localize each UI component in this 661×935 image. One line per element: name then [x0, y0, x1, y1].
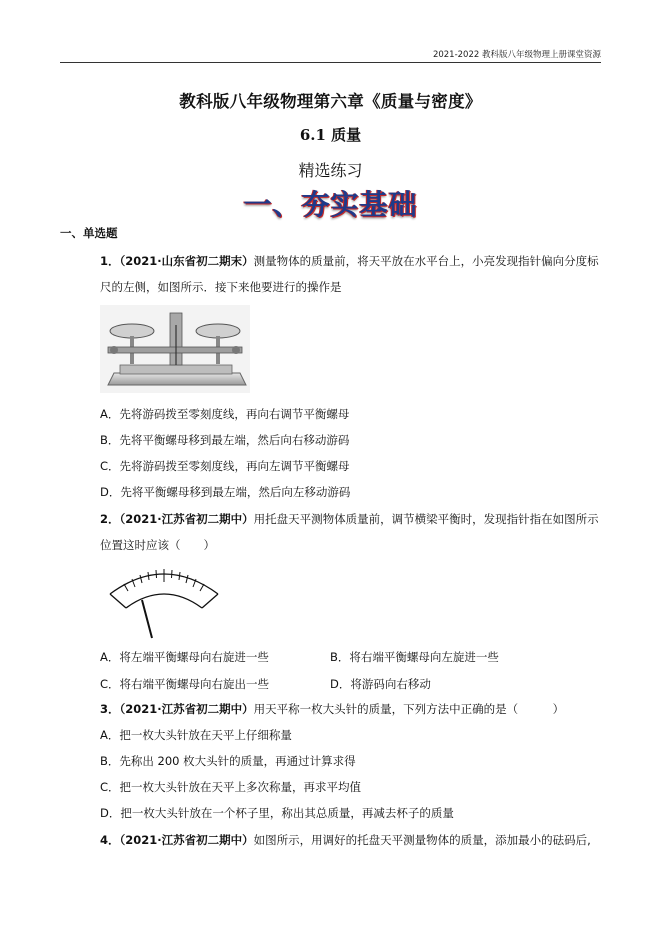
q3-source: （2021·江苏省初二期中） [119, 702, 254, 716]
q1-option-c: C．先将游码拨至零刻度线，再向左调节平衡螺母 [100, 459, 350, 473]
q3-option-b: B．先称出 200 枚大头针的质量，再通过计算求得 [100, 754, 356, 768]
q1-option-d: D．先将平衡螺母移到最左端，然后向左移动游码 [100, 485, 351, 499]
q2-number: 2． [100, 512, 120, 526]
q2-source: （2021·江苏省初二期中） [119, 512, 254, 526]
q3-number: 3． [100, 702, 120, 716]
main-title: 教科版八年级物理第六章《质量与密度》 [179, 92, 482, 111]
q3-option-d: D．把一枚大头针放在一个杯子里，称出其总质量，再减去杯子的质量 [100, 806, 454, 820]
q1-option-a: A．先将游码拨至零刻度线，再向右调节平衡螺母 [100, 407, 350, 421]
q1-source: （2021·山东省初二期末） [119, 254, 254, 268]
section-label: 一、单选题 [60, 226, 118, 240]
section-number-title: 6.1 质量 [299, 126, 362, 144]
header-rule [60, 62, 601, 63]
q4-text1: 如图所示，用调好的托盘天平测量物体的质量，添加最小的砝码后, [253, 833, 591, 847]
q4-line1 [100, 832, 591, 848]
q3-text1: 用天平称一枚大头针的质量，下列方法中正确的是（ ） [253, 702, 565, 716]
q1-line1 [100, 253, 599, 269]
q1-number: 1． [100, 254, 120, 268]
q3-line1 [100, 701, 564, 717]
page-header: 2021-2022 教科版八年级物理上册课堂资源 [432, 50, 601, 60]
q3-option-a: A．把一枚大头针放在天平上仔细称量 [100, 728, 292, 742]
pointer-scale-image [104, 560, 224, 640]
q3-option-c: C．把一枚大头针放在天平上多次称量，再求平均值 [100, 780, 362, 794]
q1-text1: 测量物体的质量前，将天平放在水平台上，小亮发现指针偏向分度标 [253, 254, 599, 268]
q2-text1: 用托盘天平测物体质量前，调节横梁平衡时，发现指针指在如图所示 [253, 512, 599, 526]
q2-line1 [100, 511, 599, 527]
q2-option-b: B．将右端平衡螺母向左旋进一些 [330, 650, 499, 664]
q4-source: （2021·江苏省初二期中） [119, 833, 254, 847]
q2-option-c: C．将右端平衡螺母向右旋出一些 [100, 677, 270, 691]
q2-option-d: D．将游码向右移动 [330, 677, 431, 691]
subtitle: 精选练习 [298, 161, 363, 180]
q1-line2: 尺的左侧，如图所示．接下来他要进行的操作是 [100, 280, 342, 294]
q2-option-a: A．将左端平衡螺母向右旋进一些 [100, 650, 269, 664]
q4-number: 4． [100, 833, 120, 847]
balance-scale-image [100, 305, 250, 393]
q1-option-b: B．先将平衡螺母移到最左端，然后向右移动游码 [100, 433, 350, 447]
q2-line2: 位置这时应该（ ） [100, 538, 215, 552]
banner-title: 一、夯实基础 [243, 188, 418, 221]
